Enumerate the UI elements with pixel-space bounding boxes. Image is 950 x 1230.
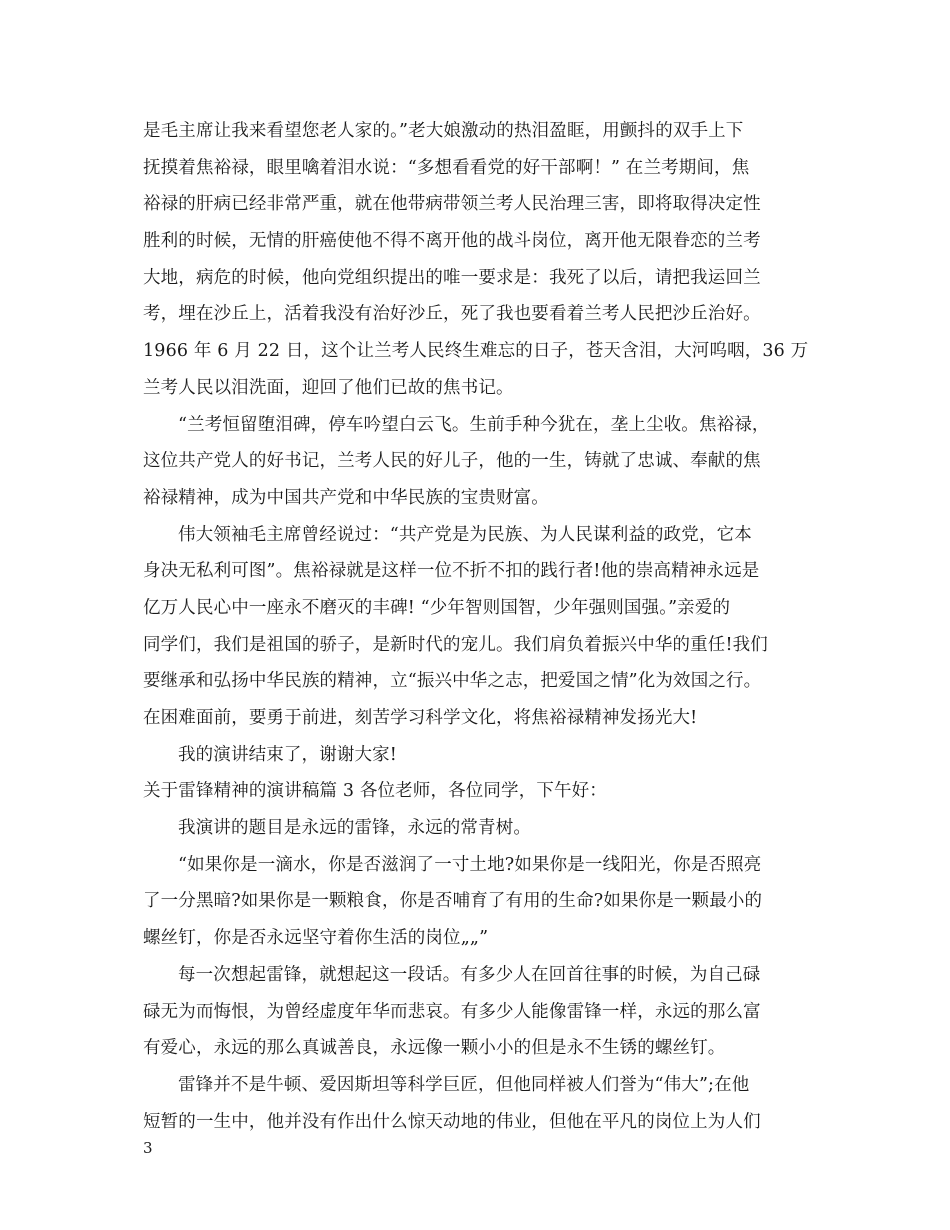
text-line: 这位共产党人的好书记，兰考人民的好儿子，他的一生，铸就了忠诚、奉献的焦 xyxy=(143,451,761,472)
text-line: 螺丝钉，你是否永远坚守着你生活的岗位„„” xyxy=(143,928,489,949)
text-line: 同学们，我们是祖国的骄子，是新时代的宠儿。我们肩负着振兴中华的重任!我们 xyxy=(143,634,768,655)
text-line: 大地，病危的时候，他向党组织提出的唯一要求是：我死了以后，请把我运回兰 xyxy=(143,267,761,288)
text-line: 要继承和弘扬中华民族的精神，立“振兴中华之志，把爱国之情”化为效国之行。 xyxy=(143,671,762,692)
text-line: “兰考恒留堕泪碑，停车吟望白云飞。生前手种今犹在，垄上尘收。焦裕禄， xyxy=(178,414,770,435)
text-line: “如果你是一滴水，你是否滋润了一寸土地?如果你是一线阳光，你是否照亮 xyxy=(178,854,762,875)
text-line: 裕禄的肝病已经非常严重，就在他带病带领兰考人民治理三害，即将取得决定性 xyxy=(143,194,761,215)
page-number: 3 xyxy=(143,1139,153,1157)
text-line: 裕禄精神，成为中国共产党和中华民族的宝贵财富。 xyxy=(143,487,549,508)
text-line: 1966 年 6 月 22 日，这个让兰考人民终生难忘的日子，苍天含泪，大河呜咽，36 万 xyxy=(143,341,809,362)
text-line: 每一次想起雷锋，就想起这一段话。有多少人在回首往事的时候，为自己碌 xyxy=(178,964,761,985)
text-line: 了一分黑暗?如果你是一颗粮食，你是否哺育了有用的生命?如果你是一颗最小的 xyxy=(143,891,763,912)
text-line: 在困难面前，要勇于前进，刻苦学习科学文化，将焦裕禄精神发扬光大! xyxy=(143,708,698,728)
text-line: 兰考人民以泪洗面，迎回了他们已故的焦书记。 xyxy=(143,377,514,398)
text-line: 我的演讲结束了，谢谢大家! xyxy=(178,744,397,765)
text-line: 碌无为而悔恨，为曾经虚度年华而悲哀。有多少人能像雷锋一样，永远的那么富 xyxy=(143,1001,761,1022)
text-line: 短暂的一生中，他并没有作出什么惊天动地的伟业，但他在平凡的岗位上为人们 xyxy=(143,1111,761,1132)
text-line: 亿万人民心中一座永不磨灭的丰碑! “少年智则国智，少年强则国强。”亲爱的 xyxy=(143,597,731,618)
text-line: 胜利的时候，无情的肝癌使他不得不离开他的战斗岗位，离开他无限眷恋的兰考 xyxy=(143,231,761,252)
text-line: 有爱心，永远的那么真诚善良，永远像一颗小小的但是永不生锈的螺丝钉。 xyxy=(143,1038,726,1059)
text-line: 身决无私利可图”。焦裕禄就是这样一位不折不扣的践行者!他的崇高精神永远是 xyxy=(143,561,760,582)
text-line: 雷锋并不是牛顿、爱因斯坦等科学巨匠，但他同样被人们誉为“伟大”;在他 xyxy=(178,1074,750,1095)
text-line: 考，埋在沙丘上，活着我没有治好沙丘，死了我也要看着兰考人民把沙丘治好。 xyxy=(143,304,761,325)
text-line: 是毛主席让我来看望您老人家的。”老大娘激动的热泪盈眶，用颤抖的双手上下 xyxy=(143,121,744,141)
text-line: 伟大领袖毛主席曾经说过：“共产党是为民族、为人民谋利益的政党，它本 xyxy=(178,524,752,545)
body-text xyxy=(143,113,833,1140)
text-line: 抚摸着焦裕禄，眼里噙着泪水说：“多想看看党的好干部啊！” 在兰考期间，焦 xyxy=(143,157,750,178)
text-line: 关于雷锋精神的演讲稿篇 3 各位老师，各位同学，下午好： xyxy=(143,781,607,802)
text-line: 我演讲的题目是永远的雷锋，永远的常青树。 xyxy=(178,818,531,839)
